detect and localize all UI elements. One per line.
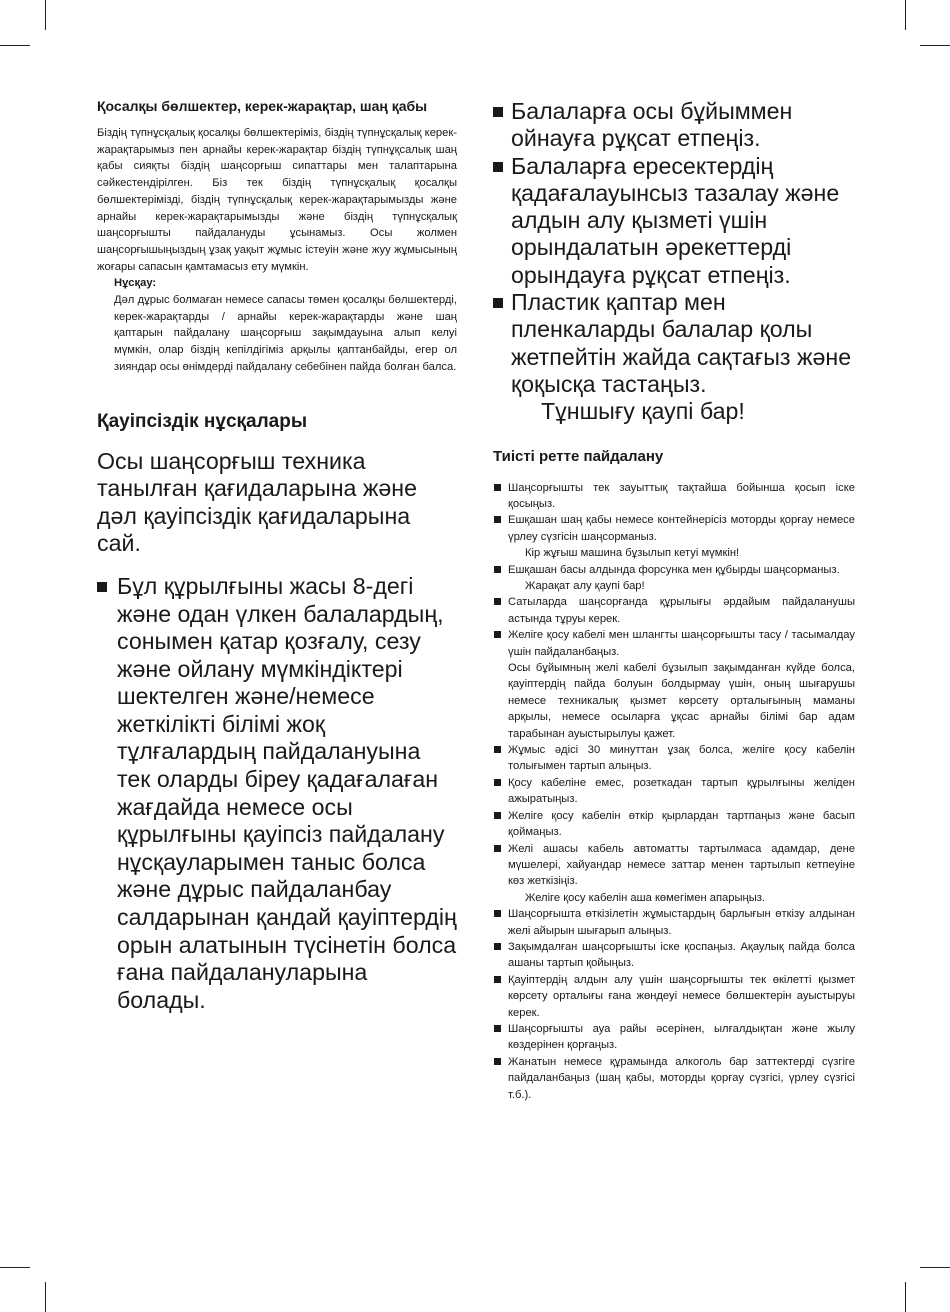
crop-mark-bottom-right-h (920, 1267, 950, 1268)
crop-mark-bottom-left-h (0, 1267, 30, 1268)
item-text: Шаңсорғышты тек зауыттық тақтайша бойынша қосып іске қосыңыз. (508, 481, 855, 510)
left-column (97, 98, 457, 1014)
bullet-square-icon (493, 162, 503, 172)
list-item (493, 594, 855, 627)
bullet-square-icon (494, 516, 501, 523)
safety-heading: Қауіпсіздік нұсқалары (97, 410, 308, 432)
notice-text: Дәл дұрыс болмаған немесе сапасы төмен қосалқы бөлшектерді, керек-жарақтарды / арнайы керек-жарақтарды және шаң қаптарын пайдалану шаңсорғыш зақымдауына алып келуі мүмкін, олар біздің кепілдігіміз арқылы қаптанбайды, егер ол зияндар осы өнімдерді пайдалану себебінен пайда болған балса. (114, 294, 457, 373)
item-text: Қосу кабеліне емес, розеткадан тартып құрылғыны желіден ажыратыңыз. (508, 776, 855, 806)
bullet-square-icon (494, 746, 501, 753)
bullet-square-icon (494, 598, 501, 605)
list-item (493, 972, 855, 1021)
bullet-square-icon (494, 976, 501, 983)
bullet-square-icon (494, 779, 501, 786)
list-item (97, 573, 457, 1015)
list-item (493, 939, 855, 972)
list-item (493, 1054, 855, 1103)
bullet-square-icon (494, 812, 501, 819)
bullet-square-icon (493, 107, 503, 117)
item-extra: Осы бұйымның желі кабелі бұзылып зақымданған күйде болса, қауіптердің пайда болуын болдырмау үшін, оның шығарушы немесе техникалық қызмет көрсету орталығының маманы арқылы, немесе осыларға ұқсас арнайы білімі бар адам тарабынан ауыстырылуы қажет. (508, 662, 855, 740)
bullet-square-icon (494, 1058, 501, 1065)
item-text: Қауіптердің алдын алу үшін шаңсорғышты тек өкілетті қызмет көрсету орталығы ғана жөндеуі немесе бөлшектерін ауыстыруы керек. (508, 973, 855, 1019)
crop-mark-bottom-right (905, 1282, 906, 1312)
crop-mark-top-left (45, 0, 46, 30)
proper-use-list (493, 480, 855, 1103)
item-note: Жарақат алу қаупі бар! (525, 580, 645, 592)
item-text: Желі ашасы кабель автоматты тартылмаса адамдар, дене мүшелері, хайуандар немесе заттар менен тартылып кетпеуіне көз жеткізіңіз. (508, 842, 855, 888)
safety-intro: Осы шаңсорғыш техника танылған қағидаларына және дәл қауіпсіздік қағидаларына сай. (97, 447, 417, 557)
crop-mark-top-left-h (0, 45, 30, 46)
list-item (493, 742, 855, 775)
list-item (493, 627, 855, 742)
list-item (493, 775, 855, 808)
proper-use-heading: Тиісті ретте пайдалану (493, 447, 664, 465)
item-text: Желіге қосу кабелін өткір қырлардан тартпаңыз және басып қоймаңыз. (508, 809, 855, 839)
item-text: Ешқашан басы алдында форсунка мен құбырды шаңсорманыз. (508, 563, 840, 576)
list-item (493, 98, 855, 153)
right-column (493, 98, 855, 1103)
item-text: Зақымдалған шаңсорғышты іске қоспаңыз. Ақаулық пайда болса ашаны тартып қойыңыз. (508, 940, 855, 970)
item-text: Жұмыс әдісі 30 минуттан ұзақ болса, желіге қосу кабелін толығымен тартып алыңыз. (508, 744, 855, 773)
bullet-square-icon (494, 1025, 501, 1032)
crop-mark-bottom-left (45, 1282, 46, 1312)
item-note: Кір жұғыш машина бұзылып кетуі мүмкін! (525, 547, 740, 560)
bullet-square-icon (97, 582, 107, 592)
list-item (493, 808, 855, 841)
list-item (493, 512, 855, 561)
list-item (493, 153, 855, 289)
item-text: Жанатын немесе құрамында алкоголь бар заттектерді сүзгіге пайдаланбаңыз (шаң қабы, моторды қорғау сүзгісі, үрлеу сүзгісі т.б.). (508, 1055, 855, 1101)
safety-children-list (97, 573, 457, 1015)
item-text: Шаңсорғышта өткізілетін жұмыстардың барлығын өткізу алдынан желі айырын шығарып алыңыз. (508, 908, 855, 937)
list-item (493, 480, 855, 513)
safety-right-list (493, 98, 855, 398)
item-text: Шаңсорғышты ауа райы әсерінен, ылғалдықтан және жылу көздерінен қорғаңыз. (508, 1022, 855, 1052)
item-text: Сатыларда шаңсорғанда құрылығы әрдайым пайдаланушы астында тұруы керек. (508, 596, 855, 625)
spare-parts-title: Қосалқы бөлшектер, керек-жарақтар, шаң қабы (97, 98, 428, 114)
crop-mark-top-right-h (920, 45, 950, 46)
bullet-square-icon (494, 943, 501, 950)
crop-mark-top-right (905, 0, 906, 30)
spare-parts-paragraph: Біздің түпнұсқалық қосалқы бөлшектеріміз, біздің түпнұсқалық керек-жарақтарымыз пен арнайы керек-жарақтар біздің түпнұқсалық шаң қабы сияқты біздің шаңсорғыш сипаттары мен талаптарына сәйкестендірілген. Біз тек біздің түпнұсқалық қосалқы бөлшектерімізді, біздің түпнұсқалық керек-жарақтарымызды және арнайы керек-жарақтарымызды және біздің түпнұсқалық шаңсорғышты пайдалануды ұсынамыз. Осы жолмен шаңсорғышыңыздың ұзақ уақыт жұмыс істеуін және жуу жұмысының жоғары сапасын қамтамасыз ету мүмкін. (97, 127, 457, 273)
bullet-text: Балаларға осы бұйыммен ойнауға рұқсат етпеңіз. (511, 98, 793, 152)
bullet-text: Пластик қаптар мен пленкаларды балалар қолы жетпейтін жайда сақтағыз және қоқысқа тастаңыз. (511, 289, 852, 397)
item-text: Желіге қосу кабелі мен шлангты шаңсорғышты тасу / тасымалдау үшін пайдаланбаңыз. (508, 629, 855, 658)
bullet-square-icon (494, 631, 501, 638)
notice-block (114, 275, 457, 375)
list-item (493, 841, 855, 907)
bullet-text: Балаларға ересектердің қадағалауынсыз тазалау және алдын алу қызметі үшін орындалатын әрекеттерді орындауға рұқсат етпеңіз. (511, 152, 840, 288)
notice-label: Нұсқау: (114, 277, 157, 290)
list-item (493, 562, 855, 595)
list-item (493, 289, 855, 398)
bullet-square-icon (493, 298, 503, 308)
bullet-square-icon (494, 566, 501, 573)
list-item (493, 906, 855, 939)
item-note: Желіге қосу кабелін аша көмегімен апарыңыз. (525, 891, 765, 904)
list-item (493, 1021, 855, 1054)
item-text: Ешқашан шаң қабы немесе контейнерісіз моторды қорғау немесе үрлеу сүзгісін шаңсорманыз. (508, 514, 855, 543)
bullet-square-icon (494, 845, 501, 852)
bullet-square-icon (494, 484, 501, 491)
bullet-square-icon (494, 910, 501, 917)
suffocation-warning: Тұншығу қаупі бар! (541, 398, 745, 425)
bullet-text: Бұл құрылғыны жасы 8-дегі және одан үлкен балалардың, сонымен қатар қозғалу, сезу және ойлану мүмкіндіктері шектелген және/немесе жеткілікті білімі жоқ тұлғалардың пайдалануына тек оларды біреу қадағалаған жағдайда немесе осы құрылғыны қауіпсіз пайдалану нұсқауларымен таныс болса және дұрыс пайдаланбау салдарынан қандай қауіптердің орын алатынын түсінетін болса ғана пайдалануларына болады. (117, 572, 457, 1013)
